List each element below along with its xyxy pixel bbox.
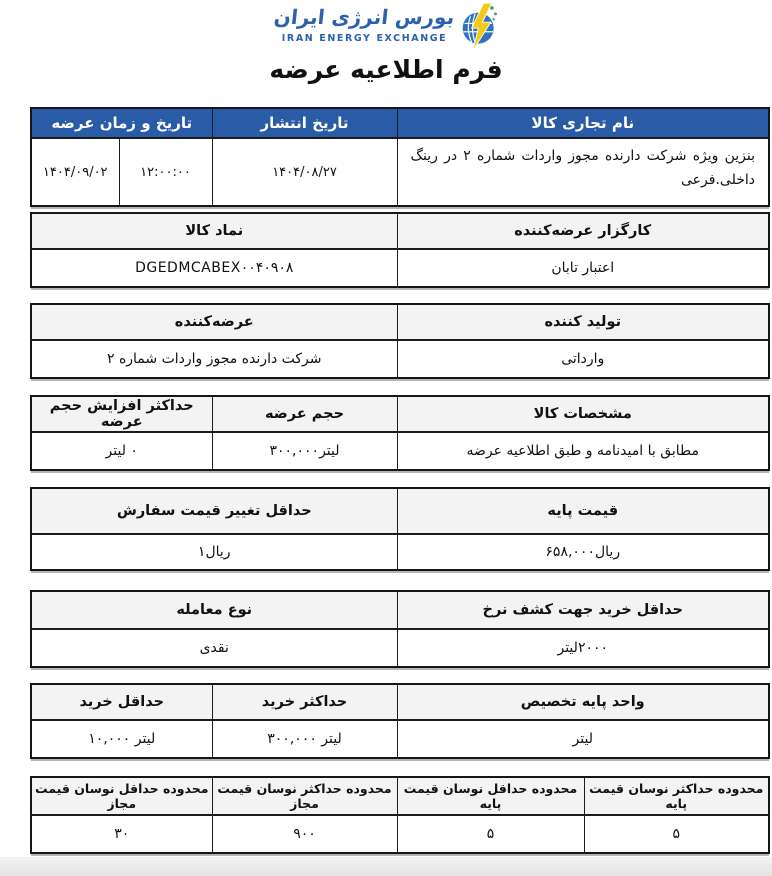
producer-value-cell: وارداتی: [397, 340, 769, 378]
supply-time-value-cell: ۱۲:۰۰:۰۰: [119, 138, 212, 206]
max-allowed-fluct-header-cell: محدوده حداکثر نوسان قیمت مجاز: [212, 777, 397, 815]
supply-date-value-cell: ۱۴۰۴/۰۹/۰۲: [31, 138, 119, 206]
supply-volume-header-cell: حجم عرضه: [212, 396, 397, 432]
min-allowed-fluct-value-cell: ۳۰: [31, 815, 212, 853]
specs-header-cell: مشخصات کالا: [397, 396, 769, 432]
table-row: [31, 249, 769, 287]
trade-type-value-cell: نقدی: [31, 629, 397, 667]
table-row: [31, 720, 769, 758]
base-price-table-wrap: [32, 487, 770, 571]
specs-value-cell: مطابق با امیدنامه و طبق اطلاعیه عرضه: [397, 432, 769, 470]
trade-name-table: [30, 107, 770, 207]
supplier-value-cell: شرکت دارنده مجوز واردات شماره ۲: [31, 340, 397, 378]
min-discovery-value-cell: ۲۰۰۰لیتر: [397, 629, 769, 667]
trade-type-header-cell: نوع معامله: [31, 591, 397, 629]
table-row: [31, 340, 769, 378]
exchange-logo: [0, 2, 772, 52]
fluctuation-table: [30, 776, 770, 854]
symbol-header-cell: نماد کالا: [31, 213, 397, 249]
table-row: [31, 432, 769, 470]
producer-header-cell: تولید کننده: [397, 304, 769, 340]
max-base-fluct-value-cell: ۵: [584, 815, 769, 853]
alloc-unit-value-cell: لیتر: [397, 720, 769, 758]
symbol-value-cell: DGEDMCABEX۰۰۴۰۹۰۸: [31, 249, 397, 287]
publish-date-value-cell: ۱۴۰۴/۰۸/۲۷: [212, 138, 397, 206]
trade-name-table-wrap: [32, 107, 770, 207]
fluctuation-table-wrap: [32, 776, 770, 854]
table-header-row: [31, 684, 769, 720]
form-title: فرم اطلاعیه عرضه: [269, 55, 503, 84]
publish-date-header-cell: تاریخ انتشار: [212, 108, 397, 138]
table-row: [31, 815, 769, 853]
max-buy-value-cell: لیتر ۳۰۰,۰۰۰: [212, 720, 397, 758]
alloc-unit-header-cell: واحد پایه تخصیص: [397, 684, 769, 720]
logo-persian-title: بورس انرژی ایران: [273, 5, 456, 29]
allocation-table: [30, 683, 770, 759]
max-allowed-fluct-value-cell: ۹۰۰: [212, 815, 397, 853]
supply-volume-value-cell: لیتر۳۰۰,۰۰۰: [212, 432, 397, 470]
supply-datetime-header-cell: تاریخ و زمان عرضه: [31, 108, 212, 138]
supplier-header-cell: عرضه‌کننده: [31, 304, 397, 340]
min-buy-value-cell: لیتر ۱۰,۰۰۰: [31, 720, 212, 758]
min-discovery-header-cell: حداقل خرید جهت کشف نرخ: [397, 591, 769, 629]
table-header-row: [31, 213, 769, 249]
table-header-row: [31, 396, 769, 432]
min-buy-header-cell: حداقل خرید: [31, 684, 212, 720]
min-base-fluct-header-cell: محدوده حداقل نوسان قیمت پایه: [397, 777, 584, 815]
specs-volume-table: [30, 395, 770, 471]
discovery-tradetype-table: [30, 590, 770, 668]
broker-symbol-table: [30, 212, 770, 288]
max-base-fluct-header-cell: محدوده حداکثر نوسان قیمت پایه: [584, 777, 769, 815]
min-base-fluct-value-cell: ۵: [397, 815, 584, 853]
broker-symbol-table-wrap: [32, 212, 770, 288]
table-row: [31, 534, 769, 570]
producer-supplier-table-wrap: [32, 303, 770, 379]
table-header-row: [31, 108, 769, 138]
base-price-header-cell: قیمت پایه: [397, 488, 769, 534]
discovery-tradetype-table-wrap: [32, 590, 770, 668]
trade-name-value-cell: بنزین ویژه شرکت دارنده مجوز واردات شماره ۲ در رینگ داخلی.فرعی: [397, 138, 769, 206]
lightning-globe-icon: [462, 2, 498, 52]
specs-volume-table-wrap: [32, 395, 770, 471]
table-header-row: [31, 304, 769, 340]
min-tick-value-cell: ریال۱: [31, 534, 397, 570]
table-row: [31, 629, 769, 667]
table-row: [31, 138, 769, 206]
broker-value-cell: اعتبار تابان: [397, 249, 769, 287]
exchange-logo-text: [274, 2, 454, 44]
table-header-row: [31, 488, 769, 534]
max-volume-increase-header-cell: حداکثر افزایش حجم عرضه: [31, 396, 212, 432]
max-buy-header-cell: حداکثر خرید: [212, 684, 397, 720]
table-header-row: [31, 777, 769, 815]
max-volume-increase-value-cell: ۰ لیتر: [31, 432, 212, 470]
table-header-row: [31, 591, 769, 629]
base-price-value-cell: ریال۶۵۸,۰۰۰: [397, 534, 769, 570]
base-price-table: [30, 487, 770, 571]
broker-header-cell: کارگزار عرضه‌کننده: [397, 213, 769, 249]
page-bottom-edge: [0, 857, 772, 876]
trade-name-header-cell: نام تجاری کالا: [397, 108, 769, 138]
logo-english-title: IRAN ENERGY EXCHANGE: [281, 33, 448, 44]
producer-supplier-table: [30, 303, 770, 379]
min-allowed-fluct-header-cell: محدوده حداقل نوسان قیمت مجاز: [31, 777, 212, 815]
min-tick-header-cell: حداقل تغییر قیمت سفارش: [31, 488, 397, 534]
allocation-table-wrap: [32, 683, 770, 759]
